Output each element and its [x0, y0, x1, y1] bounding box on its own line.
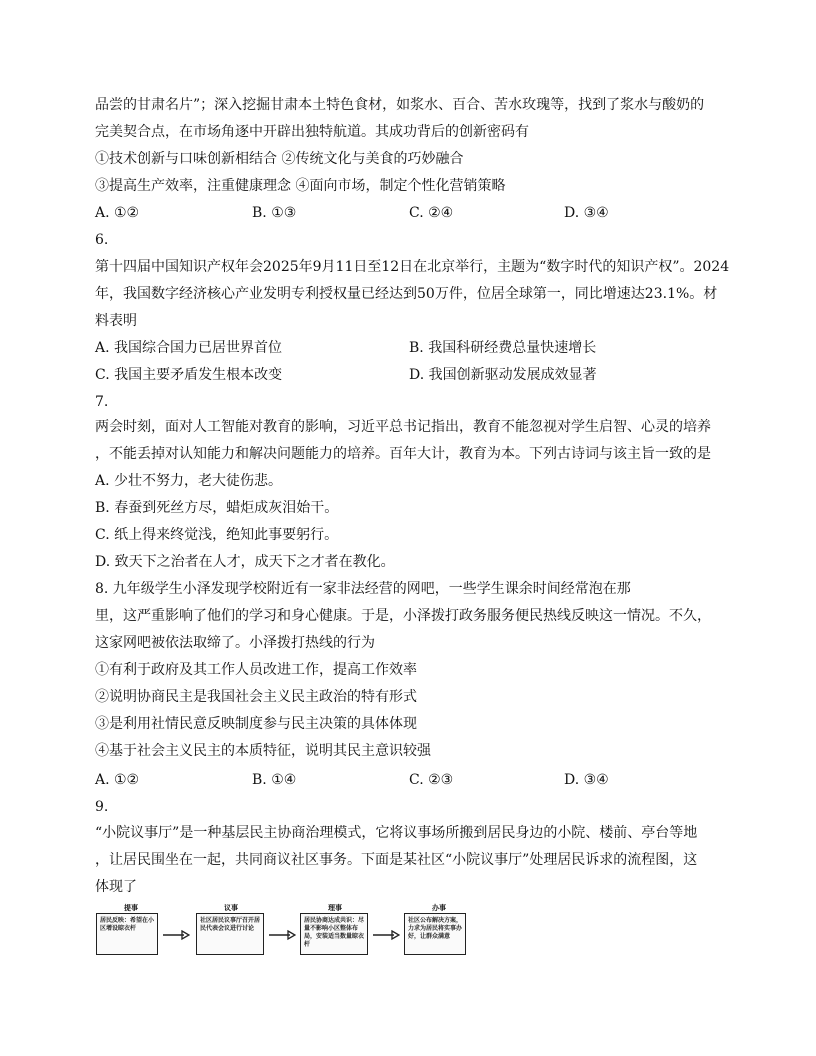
statement-line: ①技术创新与口味创新相结合 ②传统文化与美食的巧妙融合: [95, 151, 464, 167]
q6-option-a: A. 我国综合国力已居世界首位: [95, 340, 283, 356]
flow-stage-title: 议事: [224, 904, 238, 912]
text-line: 年，我国数字经济核心产业发明专利授权量已经达到50万件，位居全球第一，同比增速达23.1%。材: [95, 286, 718, 302]
question-number: 9.: [95, 799, 109, 815]
text-line: 8. 九年级学生小泽发现学校附近有一家非法经营的网吧，一些学生课余时间经常泡在那: [95, 581, 631, 597]
flow-stage-text: 社区公布解决方案，力求为居民将实事办好，让群众满意: [404, 913, 466, 955]
statement-line: ③提高生产效率，注重健康理念 ④面向市场，制定个性化营销策略: [95, 178, 506, 194]
q7-option-c: C. 纸上得来终觉浅，绝知此事要躬行。: [95, 527, 339, 543]
text-line: 体现了: [95, 879, 137, 895]
q7-option-d: D. 致天下之治者在人才，成天下之才者在教化。: [95, 554, 395, 570]
statement-line: ①有利于政府及其工作人员改进工作，提高工作效率: [95, 662, 417, 678]
q5-option-a: A. ①②: [95, 205, 140, 221]
q6-option-b: B. 我国科研经费总量快速增长: [409, 340, 597, 356]
text-line: “小院议事厅”是一种基层民主协商治理模式，它将议事场所搬到居民身边的小院、楼前、亭台等地: [95, 825, 698, 841]
text-line: 品尝的甘肃名片”；深入挖掘甘肃本土特色食材，如浆水、百合、苦水玫瑰等，找到了浆水与酸奶的: [95, 97, 705, 113]
text-line: 里，这严重影响了他们的学习和身心健康。于是，小泽拨打政务服务便民热线反映这一情况。不久，: [95, 608, 711, 624]
text-line: 完美契合点，在市场角逐中开辟出独特航道。其成功背后的创新密码有: [95, 124, 529, 140]
q8-option-d: D. ③④: [564, 772, 609, 788]
text-line: ，不能丢掉对认知能力和解决问题能力的培养。百年大计，教育为本。下列古诗词与该主旨一致的是: [95, 446, 711, 462]
flow-stage-text: 居民协商达成共识：尽量不影响小区整体布局，安装适当数量晾衣杆: [300, 913, 368, 955]
flow-stage-text: 社区居民议事厅召开居民代表会议进行讨论: [196, 913, 264, 955]
flow-stage-title: 办事: [432, 904, 446, 912]
question-number: 6.: [95, 232, 109, 248]
arrow-right-icon: [372, 929, 400, 941]
flow-stage-text: 居民反映：希望在小区增设晾衣杆: [96, 913, 158, 955]
q5-option-b: B. ①③: [252, 205, 297, 221]
q6-option-c: C. 我国主要矛盾发生根本改变: [95, 367, 283, 383]
flow-stage-title: 提事: [124, 904, 138, 912]
text-line: 料表明: [95, 313, 137, 329]
q6-option-d: D. 我国创新驱动发展成效显著: [409, 367, 597, 383]
q7-option-a: A. 少壮不努力，老大徒伤悲。: [95, 473, 283, 489]
q8-option-b: B. ①④: [252, 772, 297, 788]
text-line: 两会时刻，面对人工智能对教育的影响，习近平总书记指出，教育不能忽视对学生启智、心灵的培养: [95, 419, 711, 435]
q5-option-c: C. ②④: [409, 205, 454, 221]
text-line: 这家网吧被依法取缔了。小泽拨打热线的行为: [95, 635, 375, 651]
flow-chart: [96, 903, 466, 959]
statement-line: ③是利用社情民意反映制度参与民主决策的具体体现: [95, 716, 417, 732]
flow-stage-title: 理事: [328, 904, 342, 912]
q7-option-b: B. 春蚕到死丝方尽，蜡炬成灰泪始干。: [95, 500, 339, 516]
arrow-right-icon: [162, 929, 190, 941]
text-line: ，让居民围坐在一起，共同商议社区事务。下面是某社区“小院议事厅”处理居民诉求的流程图，这: [95, 852, 698, 868]
text-line: 第十四届中国知识产权年会2025年9月11日至12日在北京举行，主题为“数字时代的知识产权”。2024: [95, 259, 730, 275]
q5-option-d: D. ③④: [564, 205, 609, 221]
q8-option-a: A. ①②: [95, 772, 140, 788]
q8-option-c: C. ②③: [409, 772, 454, 788]
statement-line: ②说明协商民主是我国社会主义民主政治的特有形式: [95, 689, 417, 705]
question-number: 7.: [95, 394, 109, 410]
statement-line: ④基于社会主义民主的本质特征，说明其民主意识较强: [95, 743, 431, 759]
arrow-right-icon: [268, 929, 296, 941]
